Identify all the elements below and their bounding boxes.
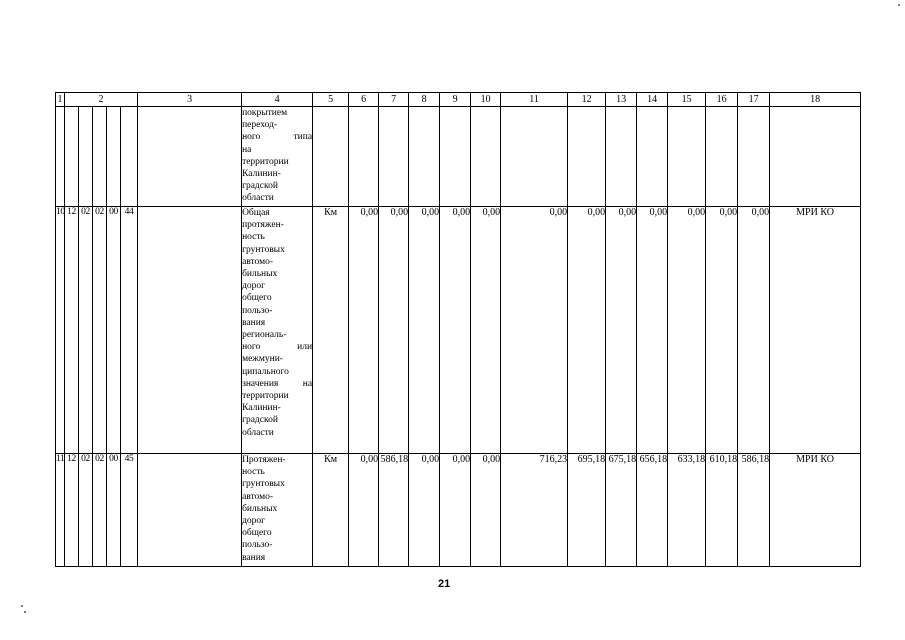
column-3-cell — [138, 454, 242, 567]
header-cell: 10 — [471, 93, 501, 107]
header-cell: 13 — [606, 93, 637, 107]
code-cell: 12 — [65, 454, 79, 567]
value-cell — [440, 107, 471, 207]
code-cell: 10 — [56, 207, 65, 454]
value-cell: 695,18 — [568, 454, 606, 567]
description-line: дорог — [242, 516, 266, 527]
header-cell: 2 — [65, 93, 138, 107]
unit-cell: Км — [313, 454, 349, 567]
code-cell: 12 — [65, 207, 79, 454]
description-line — [242, 131, 312, 143]
description-line: Общая — [242, 208, 270, 218]
header-cell: 12 — [568, 93, 606, 107]
description-word: или — [297, 342, 313, 353]
description-line: межмуни- — [242, 354, 283, 365]
value-cell — [637, 107, 668, 207]
code-cell: 02 — [93, 207, 107, 454]
unit-cell: Км — [313, 207, 349, 454]
header-cell: 5 — [313, 93, 349, 107]
code-cell: 00 — [107, 454, 121, 567]
page-number: 21 — [438, 578, 451, 590]
header-cell: 11 — [501, 93, 568, 107]
value-cell: 675,18 — [606, 454, 637, 567]
value-cell: 0,00 — [738, 207, 770, 454]
responsible-cell — [770, 107, 861, 207]
description-cell — [242, 107, 313, 207]
value-cell — [379, 107, 409, 207]
value-cell: 0,00 — [440, 207, 471, 454]
value-cell: 586,18 — [738, 454, 770, 567]
description-line: вания — [242, 317, 266, 328]
table-row — [56, 107, 861, 207]
scan-speck — [21, 605, 23, 607]
description-line — [242, 341, 312, 353]
description-word: типа — [293, 132, 313, 143]
description-line: территории — [242, 391, 289, 402]
column-3-cell — [138, 107, 242, 207]
description-line: области — [242, 193, 274, 204]
header-cell: 3 — [138, 93, 242, 107]
code-cell — [56, 107, 65, 207]
description-word: ного — [242, 342, 261, 353]
code-cell — [107, 107, 121, 207]
description-line: ципального — [242, 366, 289, 377]
code-cell: 02 — [79, 207, 93, 454]
value-cell: 0,00 — [349, 207, 379, 454]
description-line: пользо- — [242, 305, 273, 316]
responsible-cell: МРИ КО — [770, 454, 861, 567]
value-cell: 0,00 — [637, 207, 668, 454]
value-cell: 0,00 — [349, 454, 379, 567]
description-line: Калинин- — [242, 169, 281, 180]
code-cell — [121, 107, 138, 207]
column-3-cell — [138, 207, 242, 454]
value-cell: 0,00 — [606, 207, 637, 454]
description-line: покрытием — [242, 108, 288, 118]
description-line: общего — [242, 293, 272, 304]
value-cell — [706, 107, 738, 207]
description-word: ного — [242, 132, 261, 143]
header-cell: 6 — [349, 93, 379, 107]
description-line: протяжен- — [242, 220, 284, 231]
description-line: грунтовых — [242, 244, 285, 255]
description-line: грунтовых — [242, 479, 285, 490]
header-cell: 8 — [409, 93, 440, 107]
header-cell: 17 — [738, 93, 770, 107]
description-line: области — [242, 427, 274, 438]
value-cell — [606, 107, 637, 207]
value-cell: 0,00 — [471, 454, 501, 567]
header-cell: 4 — [242, 93, 313, 107]
description-line: ность — [242, 467, 265, 478]
description-line: пользо- — [242, 540, 273, 551]
description-line: региональ- — [242, 330, 287, 341]
value-cell: 0,00 — [409, 454, 440, 567]
value-cell — [471, 107, 501, 207]
description-word: на — [302, 378, 313, 389]
value-cell: 0,00 — [471, 207, 501, 454]
description-line: бильных — [242, 503, 278, 514]
description-line: автомо- — [242, 491, 274, 502]
code-cell: 44 — [121, 207, 138, 454]
responsible-cell: МРИ КО — [770, 207, 861, 454]
description-line: общего — [242, 528, 272, 539]
code-cell: 00 — [107, 207, 121, 454]
header-cell: 1 — [57, 94, 63, 105]
value-cell: 716,23 — [501, 454, 568, 567]
code-cell — [79, 107, 93, 207]
description-cell — [242, 454, 313, 567]
header-cell: 9 — [440, 93, 471, 107]
code-cell — [93, 107, 107, 207]
value-cell: 0,00 — [409, 207, 440, 454]
description-line: Протяжен- — [242, 455, 286, 465]
unit-cell — [313, 107, 349, 207]
description-line: на — [242, 144, 252, 155]
header-cell: 16 — [706, 93, 738, 107]
code-cell: 02 — [79, 454, 93, 567]
value-cell — [501, 107, 568, 207]
code-cell: 02 — [93, 454, 107, 567]
description-line: градской — [242, 181, 278, 192]
description-line: вания — [242, 552, 266, 563]
description-line — [242, 378, 312, 390]
value-cell: 0,00 — [706, 207, 738, 454]
header-cell: 7 — [379, 93, 409, 107]
header-cell: 14 — [637, 93, 668, 107]
description-line: ность — [242, 232, 265, 243]
value-cell: 0,00 — [379, 207, 409, 454]
table-row — [56, 207, 861, 454]
value-cell: 0,00 — [440, 454, 471, 567]
value-cell — [349, 107, 379, 207]
description-line: переход- — [242, 120, 278, 131]
description-line: градской — [242, 415, 278, 426]
value-cell — [568, 107, 606, 207]
value-cell — [409, 107, 440, 207]
data-table — [55, 92, 861, 567]
description-line: территории — [242, 156, 289, 167]
value-cell: 610,18 — [706, 454, 738, 567]
scan-speck — [898, 4, 900, 6]
description-cell — [242, 207, 313, 454]
header-row — [56, 93, 861, 107]
header-cell: 15 — [668, 93, 706, 107]
code-cell: 45 — [121, 454, 138, 567]
value-cell: 586,18 — [379, 454, 409, 567]
value-cell — [738, 107, 770, 207]
description-line: Калинин- — [242, 403, 281, 414]
value-cell: 0,00 — [501, 207, 568, 454]
code-cell — [65, 107, 79, 207]
scan-speck — [24, 611, 26, 613]
value-cell: 633,18 — [668, 454, 706, 567]
description-line: бильных — [242, 269, 278, 280]
value-cell — [668, 107, 706, 207]
value-cell: 0,00 — [568, 207, 606, 454]
code-cell: 11 — [56, 454, 65, 567]
description-line: автомо- — [242, 256, 274, 267]
value-cell: 656,18 — [637, 454, 668, 567]
value-cell: 0,00 — [668, 207, 706, 454]
table-row — [56, 454, 861, 567]
description-line: дорог — [242, 281, 266, 292]
header-cell: 18 — [770, 93, 861, 107]
description-word: значения — [242, 378, 279, 389]
